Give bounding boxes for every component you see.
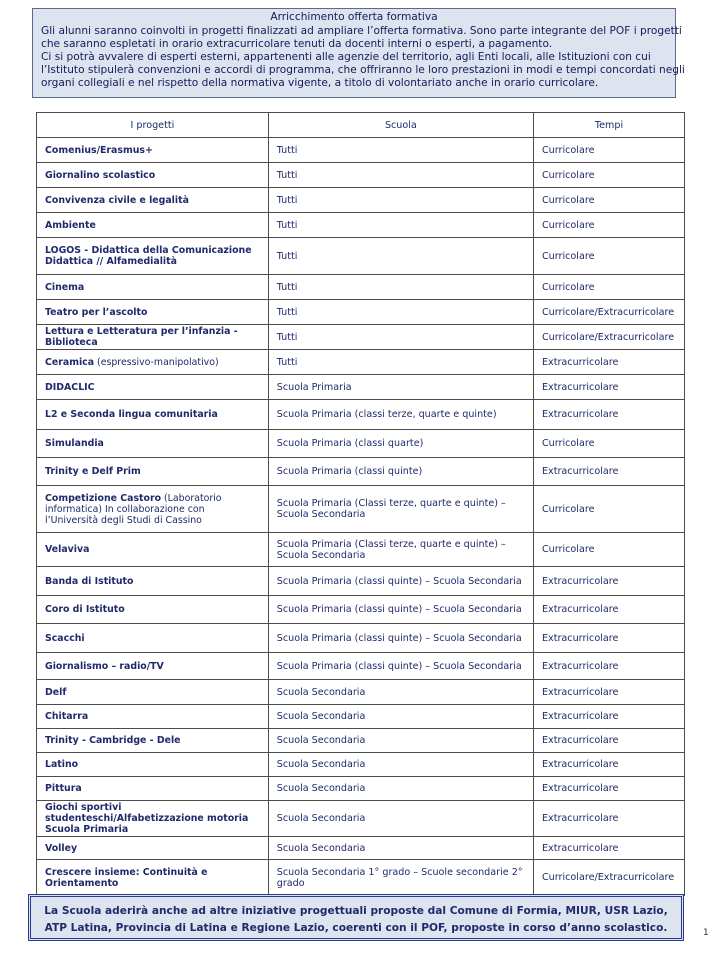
time-cell: Curricolare/Extracurricolare [533, 300, 684, 325]
project-cell [37, 238, 269, 275]
time-cell: Curricolare/Extracurricolare [533, 325, 684, 350]
column-header-school: Scuola [268, 113, 533, 138]
project-cell [37, 753, 269, 777]
project-name: Chitarra [45, 711, 89, 722]
school-cell: Tutti [268, 213, 533, 238]
time-cell: Extracurricolare [533, 567, 684, 596]
table-row [37, 680, 685, 705]
time-cell: Extracurricolare [533, 801, 684, 837]
school-cell: Scuola Secondaria [268, 777, 533, 801]
table-row [37, 567, 685, 596]
project-name: Convivenza civile e legalità [45, 194, 189, 206]
project-cell [37, 653, 269, 680]
project-cell [37, 430, 269, 458]
time-cell: Extracurricolare [533, 653, 684, 680]
intro-line: organi collegiali e nel rispetto della normativa vigente, a titolo di volontariato anche in orario curricolare. [41, 77, 599, 89]
project-cell [37, 163, 269, 188]
project-cell [37, 801, 269, 837]
project-cell [37, 624, 269, 653]
project-note: (Laboratorio informatica) In collaborazione con l’Università degli Studi di Cassino [45, 492, 222, 526]
school-cell: Scuola Secondaria [268, 729, 533, 753]
school-cell: Scuola Primaria (Classi terze, quarte e quinte) – Scuola Secondaria [268, 486, 533, 533]
project-name: Ambiente [45, 219, 96, 231]
time-cell: Extracurricolare [533, 350, 684, 375]
school-cell: Scuola Primaria (classi quarte) [268, 430, 533, 458]
time-cell: Curricolare/Extracurricolare [533, 860, 684, 896]
project-name: Velaviva [45, 544, 90, 555]
table-row [37, 596, 685, 624]
project-cell [37, 486, 269, 533]
table-row [37, 837, 685, 860]
project-cell [37, 275, 269, 300]
project-cell [37, 680, 269, 705]
project-cell [37, 596, 269, 624]
table-row [37, 325, 685, 350]
column-header-projects: I progetti [37, 113, 269, 138]
table-row [37, 753, 685, 777]
table-row [37, 188, 685, 213]
project-cell [37, 705, 269, 729]
page-number: 1 [703, 928, 709, 938]
table-row [37, 430, 685, 458]
table-row [37, 213, 685, 238]
time-cell: Extracurricolare [533, 458, 684, 486]
school-cell: Tutti [268, 238, 533, 275]
project-cell [37, 860, 269, 896]
project-cell [37, 458, 269, 486]
project-name: Giornalino scolastico [45, 169, 156, 181]
time-cell: Extracurricolare [533, 624, 684, 653]
project-name: Giochi sportivi studenteschi/Alfabetizzazione motoria Scuola Primaria [45, 802, 249, 835]
project-name: DIDACLIC [45, 381, 95, 393]
school-cell: Scuola Primaria (classi terze, quarte e quinte) [268, 400, 533, 430]
intro-line: Ci si potrà avvalere di esperti esterni, appartenenti alle agenzie del territorio, agli Enti locali, alle Istituzioni con cui [41, 51, 651, 63]
school-cell: Tutti [268, 325, 533, 350]
time-cell: Extracurricolare [533, 753, 684, 777]
time-cell: Curricolare [533, 486, 684, 533]
projects-table [36, 112, 685, 896]
table-row [37, 624, 685, 653]
project-name: Simulandia [45, 438, 104, 449]
table-row [37, 238, 685, 275]
project-name: Pittura [45, 783, 82, 794]
project-name: Trinity - Cambridge - Dele [45, 735, 181, 746]
school-cell: Scuola Primaria (classi quinte) – Scuola Secondaria [268, 653, 533, 680]
table-row [37, 777, 685, 801]
time-cell: Curricolare [533, 275, 684, 300]
intro-box [32, 8, 685, 98]
school-cell: Tutti [268, 275, 533, 300]
time-cell: Extracurricolare [533, 680, 684, 705]
project-cell [37, 729, 269, 753]
time-cell: Curricolare [533, 430, 684, 458]
table-row [37, 275, 685, 300]
footer-text: La Scuola aderirà anche ad altre iniziative progettuali proposte dal Comune di Formia, MIUR, USR Lazio, ATP Latina, Provincia di Latina e Regione Lazio, coerenti con il POF, proposte in corso d’anno scolastico. [44, 905, 668, 934]
project-name: Lettura e Letteratura per l’infanzia - Biblioteca [45, 326, 238, 348]
project-name: L2 e Seconda lingua comunitaria [45, 409, 218, 420]
table-row [37, 533, 685, 567]
school-cell: Scuola Primaria (classi quinte) – Scuola Secondaria [268, 596, 533, 624]
project-name: Teatro per l’ascolto [45, 306, 148, 318]
project-name: Comenius/Erasmus+ [45, 144, 153, 156]
school-cell: Scuola Secondaria [268, 801, 533, 837]
project-name: Banda di Istituto [45, 575, 134, 587]
table-row [37, 375, 685, 400]
school-cell: Tutti [268, 300, 533, 325]
project-name: Latino [45, 759, 79, 770]
project-cell [37, 213, 269, 238]
project-name: Giornalismo – radio/TV [45, 660, 164, 672]
project-cell [37, 350, 269, 375]
intro-line: Gli alunni saranno coinvolti in progetti finalizzati ad ampliare l’offerta formativa. Sono parte integrante del POF i progetti [41, 25, 682, 37]
table-row [37, 486, 685, 533]
table-body [37, 138, 685, 896]
table-row [37, 458, 685, 486]
project-cell [37, 777, 269, 801]
time-cell: Curricolare [533, 238, 684, 275]
table-row [37, 163, 685, 188]
school-cell: Tutti [268, 138, 533, 163]
time-cell: Extracurricolare [533, 375, 684, 400]
project-note: (espressivo-manipolativo) [94, 356, 219, 368]
school-cell: Tutti [268, 188, 533, 213]
intro-line: che saranno espletati in orario extracurricolare tenuti da docenti interni o esperti, a pagamento. [41, 38, 553, 50]
project-name: Cinema [45, 281, 85, 293]
table-row [37, 300, 685, 325]
school-cell: Scuola Secondaria [268, 837, 533, 860]
table-row [37, 705, 685, 729]
table-header-row [37, 113, 685, 138]
intro-line: l’Istituto stipulerà convenzioni e accordi di programma, che offriranno le loro prestazioni in modi e tempi concordati negli [41, 64, 685, 76]
table-row [37, 653, 685, 680]
time-cell: Curricolare [533, 213, 684, 238]
project-cell [37, 837, 269, 860]
school-cell: Scuola Primaria (classi quinte) – Scuola Secondaria [268, 567, 533, 596]
project-cell [37, 375, 269, 400]
time-cell: Extracurricolare [533, 400, 684, 430]
project-name: Delf [45, 686, 67, 698]
project-cell [37, 300, 269, 325]
table-row [37, 350, 685, 375]
table-row [37, 400, 685, 430]
project-name: Coro di Istituto [45, 604, 125, 615]
school-cell: Scuola Primaria [268, 375, 533, 400]
project-cell [37, 400, 269, 430]
school-cell: Scuola Secondaria [268, 705, 533, 729]
time-cell: Curricolare [533, 138, 684, 163]
column-header-time: Tempi [533, 113, 684, 138]
project-name: Scacchi [45, 632, 85, 644]
time-cell: Extracurricolare [533, 777, 684, 801]
project-cell [37, 138, 269, 163]
school-cell: Scuola Primaria (classi quinte) [268, 458, 533, 486]
school-cell: Scuola Secondaria [268, 753, 533, 777]
table-row [37, 860, 685, 896]
project-cell [37, 325, 269, 350]
project-cell [37, 188, 269, 213]
project-cell [37, 567, 269, 596]
school-cell: Scuola Secondaria [268, 680, 533, 705]
project-name: Crescere insieme: Continuità e Orientamento [45, 866, 208, 889]
time-cell: Curricolare [533, 533, 684, 567]
time-cell: Extracurricolare [533, 705, 684, 729]
project-name: Competizione Castoro [45, 492, 162, 504]
time-cell: Curricolare [533, 188, 684, 213]
footer-note [28, 894, 684, 941]
intro-title: Arricchimento offerta formativa [270, 11, 438, 23]
time-cell: Extracurricolare [533, 837, 684, 860]
school-cell: Scuola Primaria (Classi terze, quarte e quinte) – Scuola Secondaria [268, 533, 533, 567]
school-cell: Scuola Secondaria 1° grado – Scuole secondarie 2° grado [268, 860, 533, 896]
intro-text [41, 25, 685, 90]
table-row [37, 801, 685, 837]
school-cell: Scuola Primaria (classi quinte) – Scuola Secondaria [268, 624, 533, 653]
project-name: Volley [45, 842, 78, 854]
school-cell: Tutti [268, 350, 533, 375]
time-cell: Extracurricolare [533, 729, 684, 753]
project-cell [37, 533, 269, 567]
table-row [37, 729, 685, 753]
project-name: LOGOS - Didattica della Comunicazione Didattica // Alfamedialità [45, 245, 252, 267]
project-name: Trinity e Delf Prim [45, 466, 141, 477]
time-cell: Curricolare [533, 163, 684, 188]
school-cell: Tutti [268, 163, 533, 188]
project-name: Ceramica [45, 356, 95, 368]
time-cell: Extracurricolare [533, 596, 684, 624]
table-row [37, 138, 685, 163]
